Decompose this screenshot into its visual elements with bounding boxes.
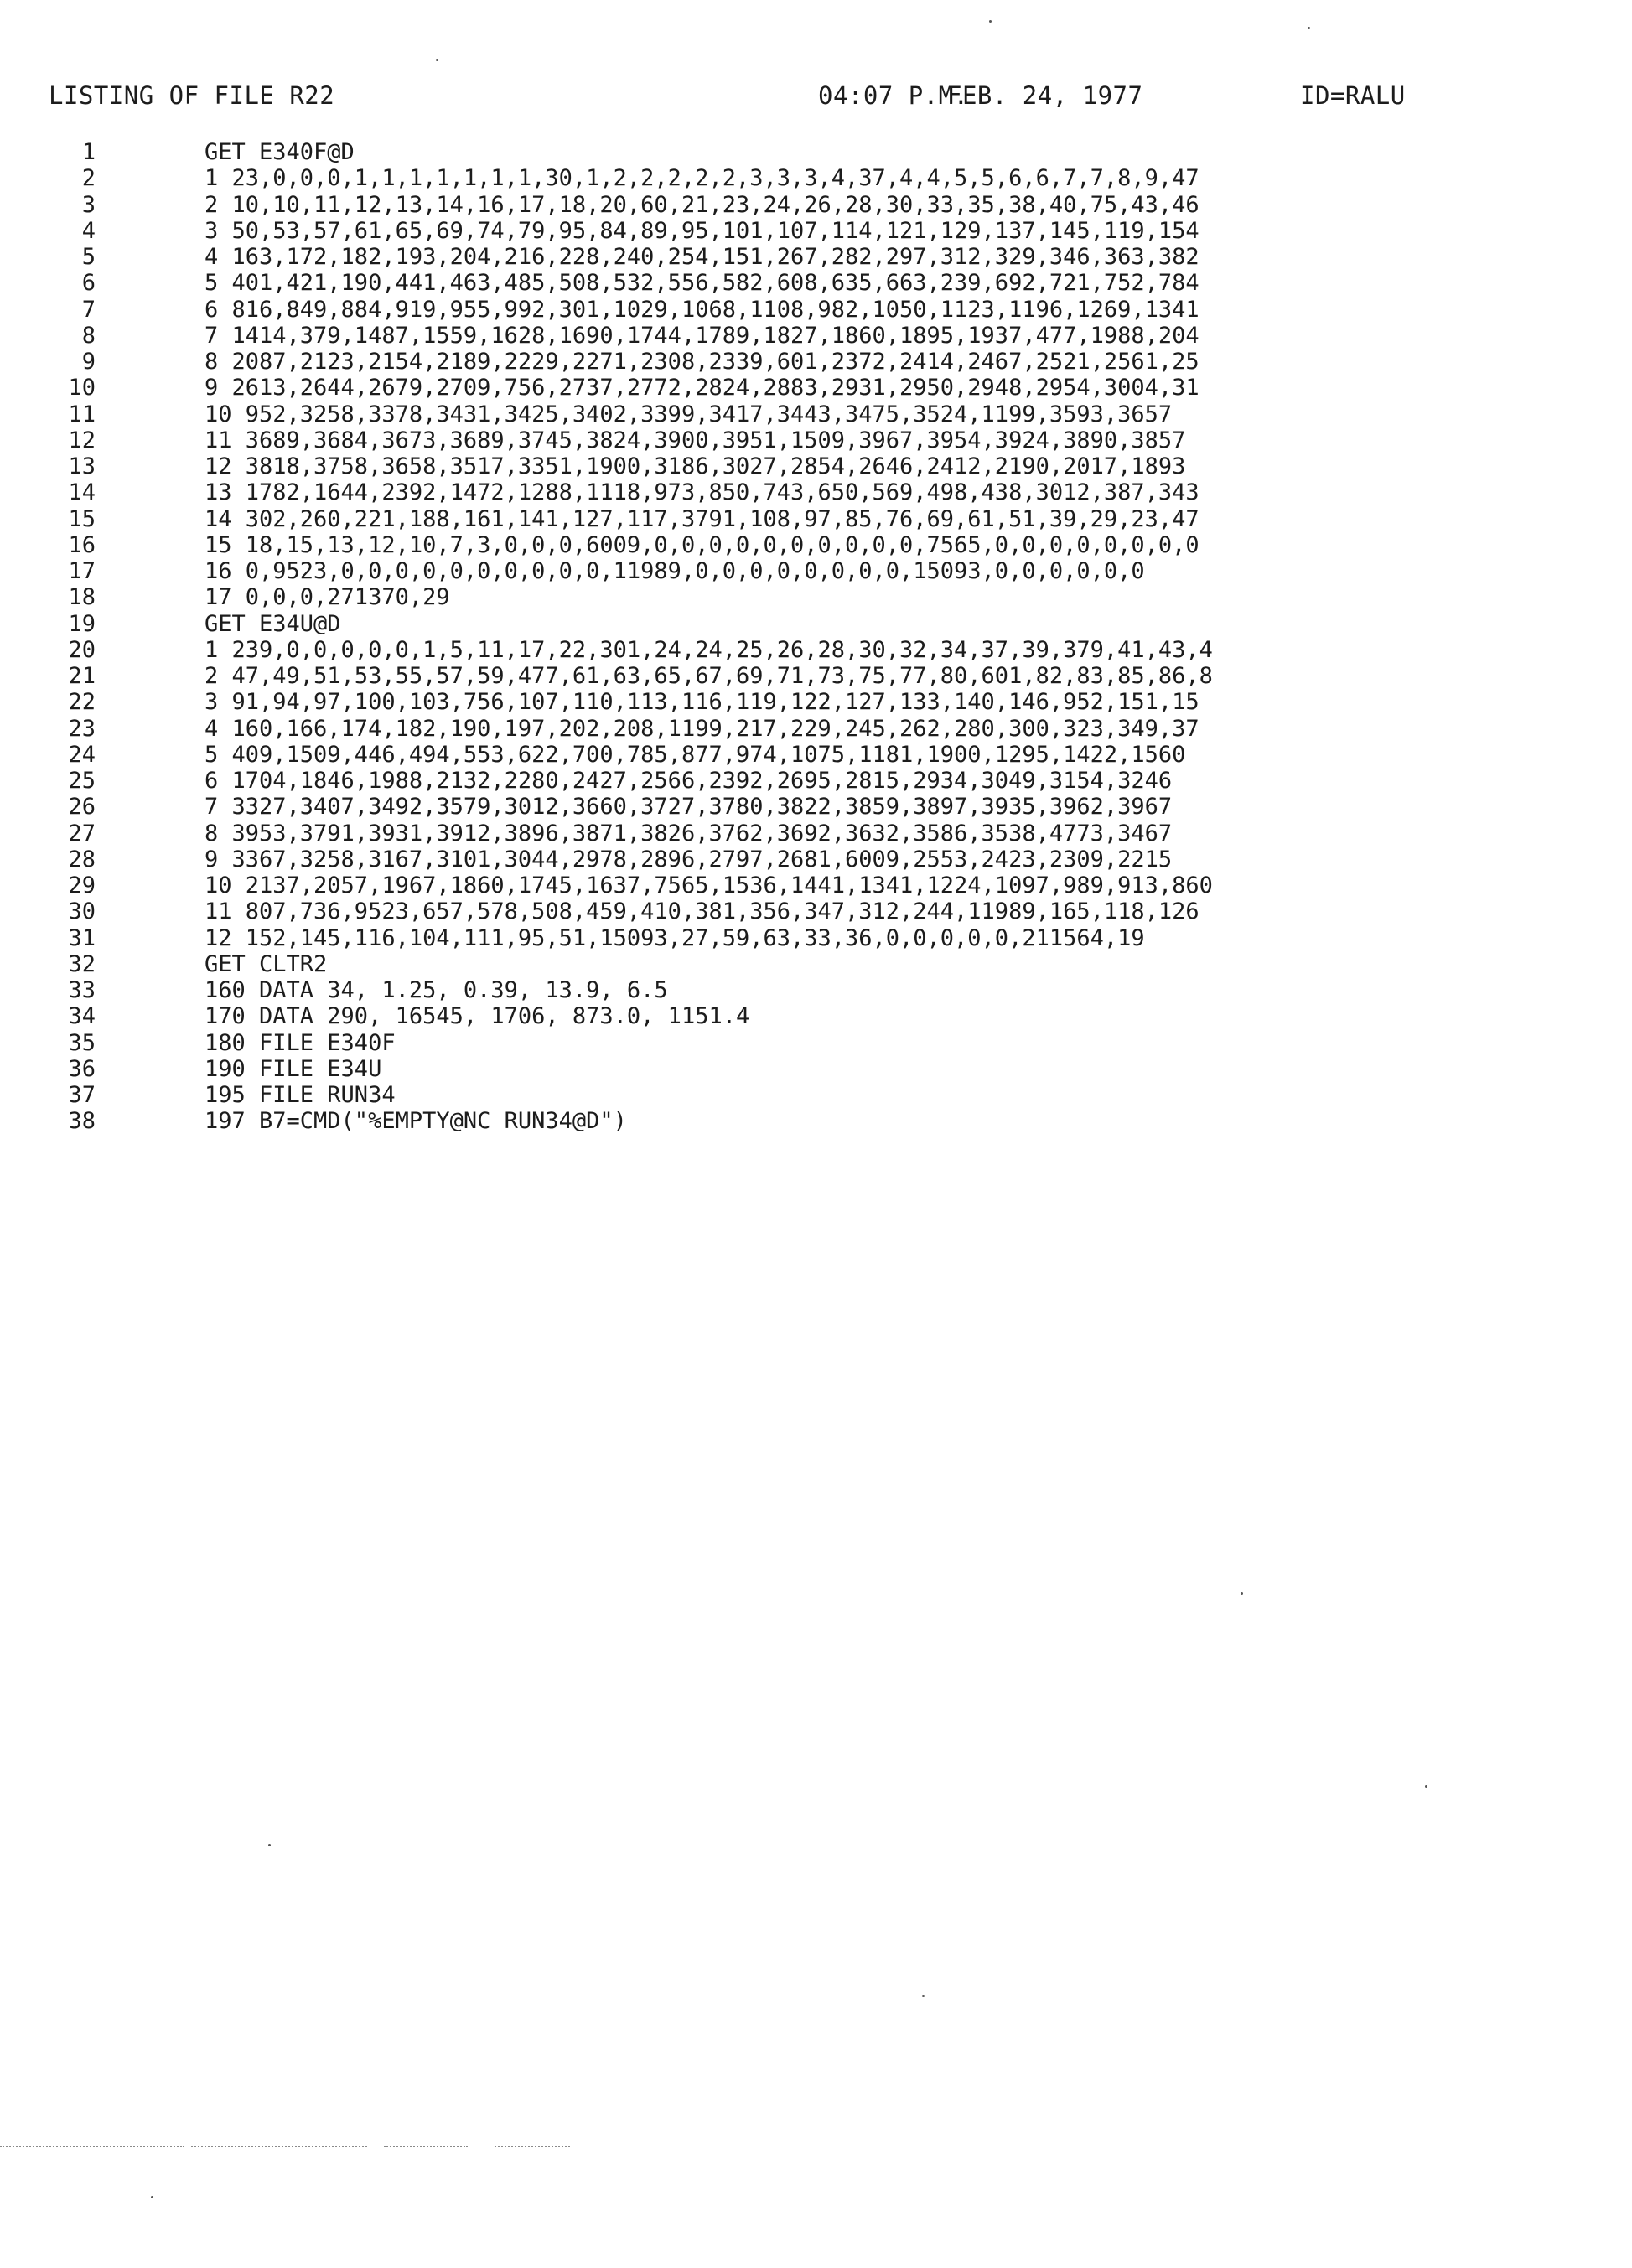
line-code: 3 91,94,97,100,103,756,107,110,113,116,119,122,127,133,140,146,952,151,15 [205,689,1199,716]
line-code: 6 816,849,884,919,955,992,301,1029,1068,1108,982,1050,1123,1196,1269,1341 [205,296,1199,323]
perforation-line [191,2146,367,2147]
line-number: 25 [68,768,96,794]
line-number: 5 [81,244,96,270]
line-code: 180 FILE E340F [205,1029,396,1056]
line-number: 17 [68,558,96,584]
line-code: 9 3367,3258,3167,3101,3044,2978,2896,2797,2681,6009,2553,2423,2309,2215 [205,846,1173,873]
line-code: 10 952,3258,3378,3431,3425,3402,3399,3417,3443,3475,3524,1199,3593,3657 [205,401,1173,427]
line-number: 21 [68,663,96,689]
line-code: GET CLTR2 [205,950,328,977]
listing-date: FEB. 24, 1977 [947,81,1143,110]
line-number: 31 [68,924,96,951]
line-code: 10 2137,2057,1967,1860,1745,1637,7565,1536,1441,1341,1224,1097,989,913,860 [205,873,1213,898]
line-number: 7 [81,296,96,323]
line-code: 11 3689,3684,3673,3689,3745,3824,3900,3951,1509,3967,3954,3924,3890,3857 [205,427,1186,453]
print-speck [436,59,438,61]
listing-line [0,1030,1632,1056]
line-number: 11 [68,401,96,427]
listing-line [0,1056,1632,1082]
file-listing [0,139,1632,1135]
listing-line [0,898,1632,924]
line-code: 1 239,0,0,0,0,0,1,5,11,17,22,301,24,24,25,26,28,30,32,34,37,39,379,41,43,4 [205,636,1213,663]
line-number: 14 [68,479,96,506]
line-code: 160 DATA 34, 1.25, 0.39, 13.9, 6.5 [205,977,668,1003]
listing-line [0,584,1632,610]
listing-line [0,925,1632,951]
line-code: 195 FILE RUN34 [205,1082,396,1108]
line-number: 12 [68,427,96,453]
listing-line [0,768,1632,794]
line-number: 16 [68,531,96,558]
line-code: 3 50,53,57,61,65,69,74,79,95,84,89,95,101,107,114,121,129,137,145,119,154 [205,217,1199,244]
listing-line [0,139,1632,165]
listing-line [0,532,1632,558]
line-number: 1 [81,139,96,165]
listing-line [0,873,1632,898]
print-speck [1425,1785,1427,1788]
listing-line [0,506,1632,532]
listing-line [0,558,1632,584]
line-number: 10 [68,375,96,401]
print-speck [151,2196,153,2198]
listing-line [0,951,1632,977]
line-number: 13 [68,453,96,479]
listing-line [0,611,1632,637]
print-speck [922,1995,925,1997]
listing-line [0,847,1632,873]
line-number: 4 [81,217,96,244]
line-number: 37 [68,1082,96,1108]
line-number: 38 [68,1108,96,1135]
line-code: 15 18,15,13,12,10,7,3,0,0,0,6009,0,0,0,0,0,0,0,0,0,0,7565,0,0,0,0,0,0,0,0 [205,531,1199,558]
line-code: 8 2087,2123,2154,2189,2229,2271,2308,2339,601,2372,2414,2467,2521,2561,25 [205,349,1199,375]
line-number: 30 [68,898,96,925]
perforation-line [384,2146,468,2147]
line-code: 2 47,49,51,53,55,57,59,477,61,63,65,67,69,71,73,75,77,80,601,82,83,85,86,8 [205,663,1213,689]
listing-line [0,821,1632,847]
line-number: 3 [81,191,96,218]
line-number: 27 [68,820,96,847]
line-code: 12 3818,3758,3658,3517,3351,1900,3186,3027,2854,2646,2412,2190,2017,1893 [205,453,1186,479]
line-number: 34 [68,1003,96,1030]
line-number: 9 [81,349,96,375]
listing-line [0,794,1632,820]
line-code: GET E34U@D [205,610,341,637]
line-number: 22 [68,689,96,716]
listing-line [0,637,1632,663]
line-code: 17 0,0,0,271370,29 [205,584,450,611]
line-code: 7 1414,379,1487,1559,1628,1690,1744,1789,1827,1860,1895,1937,477,1988,204 [205,322,1199,349]
print-speck [989,20,992,23]
listing-line [0,689,1632,715]
listing-time: 04:07 P.M. [818,81,969,110]
listing-line [0,1082,1632,1108]
line-code: 190 FILE E34U [205,1055,382,1082]
listing-line [0,479,1632,505]
listing-user-id: ID=RALU [1300,81,1406,110]
line-code: 7 3327,3407,3492,3579,3012,3660,3727,3780,3822,3859,3897,3935,3962,3967 [205,794,1173,821]
listing-title: LISTING OF FILE R22 [49,81,335,110]
listing-line [0,663,1632,689]
line-number: 29 [68,873,96,898]
listing-line [0,165,1632,191]
line-number: 35 [68,1029,96,1056]
listing-line [0,244,1632,270]
line-number: 32 [68,950,96,977]
print-speck [1308,27,1310,29]
line-code: 5 401,421,190,441,463,485,508,532,556,582,608,635,663,239,692,721,752,784 [205,270,1199,297]
line-number: 15 [68,505,96,532]
line-code: 8 3953,3791,3931,3912,3896,3871,3826,3762,3692,3632,3586,3538,4773,3467 [205,820,1173,847]
line-code: 12 152,145,116,104,111,95,51,15093,27,59,63,33,36,0,0,0,0,0,211564,19 [205,924,1145,951]
line-number: 24 [68,741,96,768]
line-number: 20 [68,636,96,663]
line-code: 9 2613,2644,2679,2709,756,2737,2772,2824,2883,2931,2950,2948,2954,3004,31 [205,375,1199,401]
line-code: 170 DATA 290, 16545, 1706, 873.0, 1151.4 [205,1003,750,1030]
listing-line [0,453,1632,479]
line-number: 28 [68,846,96,873]
listing-line [0,270,1632,296]
line-code: 6 1704,1846,1988,2132,2280,2427,2566,2392,2695,2815,2934,3049,3154,3246 [205,768,1173,794]
listing-line [0,1003,1632,1029]
line-number: 8 [81,322,96,349]
line-code: 13 1782,1644,2392,1472,1288,1118,973,850,743,650,569,498,438,3012,387,343 [205,479,1199,506]
line-number: 2 [81,165,96,192]
listing-line [0,427,1632,453]
line-number: 26 [68,794,96,821]
listing-line [0,977,1632,1003]
line-code: 1 23,0,0,0,1,1,1,1,1,1,1,30,1,2,2,2,2,2,3,3,3,4,37,4,4,5,5,6,6,7,7,8,9,47 [205,165,1199,192]
line-number: 23 [68,715,96,742]
listing-line [0,401,1632,427]
listing-line [0,375,1632,401]
line-code: 4 160,166,174,182,190,197,202,208,1199,217,229,245,262,280,300,323,349,37 [205,715,1199,742]
line-number: 33 [68,977,96,1003]
line-code: 4 163,172,182,193,204,216,228,240,254,151,267,282,297,312,329,346,363,382 [205,244,1199,270]
listing-line [0,349,1632,375]
listing-line [0,716,1632,742]
perforation-line [0,2146,184,2147]
listing-line [0,323,1632,349]
listing-line [0,1108,1632,1134]
line-code: 2 10,10,11,12,13,14,16,17,18,20,60,21,23,24,26,28,30,33,35,38,40,75,43,46 [205,191,1199,218]
listing-line [0,218,1632,244]
listing-header [49,79,1608,112]
perforation-line [495,2146,570,2147]
line-number: 6 [81,270,96,297]
line-code: 197 B7=CMD("%EMPTY@NC RUN34@D") [205,1108,627,1135]
line-code: GET E340F@D [205,139,355,165]
listing-line [0,742,1632,768]
line-code: 5 409,1509,446,494,553,622,700,785,877,974,1075,1181,1900,1295,1422,1560 [205,741,1186,768]
line-code: 14 302,260,221,188,161,141,127,117,3791,108,97,85,76,69,61,51,39,29,23,47 [205,505,1199,532]
line-code: 16 0,9523,0,0,0,0,0,0,0,0,0,0,11989,0,0,0,0,0,0,0,0,15093,0,0,0,0,0,0 [205,558,1145,584]
print-speck [1241,1592,1243,1595]
line-code: 11 807,736,9523,657,578,508,459,410,381,356,347,312,244,11989,165,118,126 [205,898,1199,925]
listing-line [0,192,1632,218]
print-speck [268,1844,271,1846]
line-number: 36 [68,1055,96,1082]
listing-line [0,297,1632,323]
line-number: 18 [68,584,96,611]
line-number: 19 [68,610,96,637]
